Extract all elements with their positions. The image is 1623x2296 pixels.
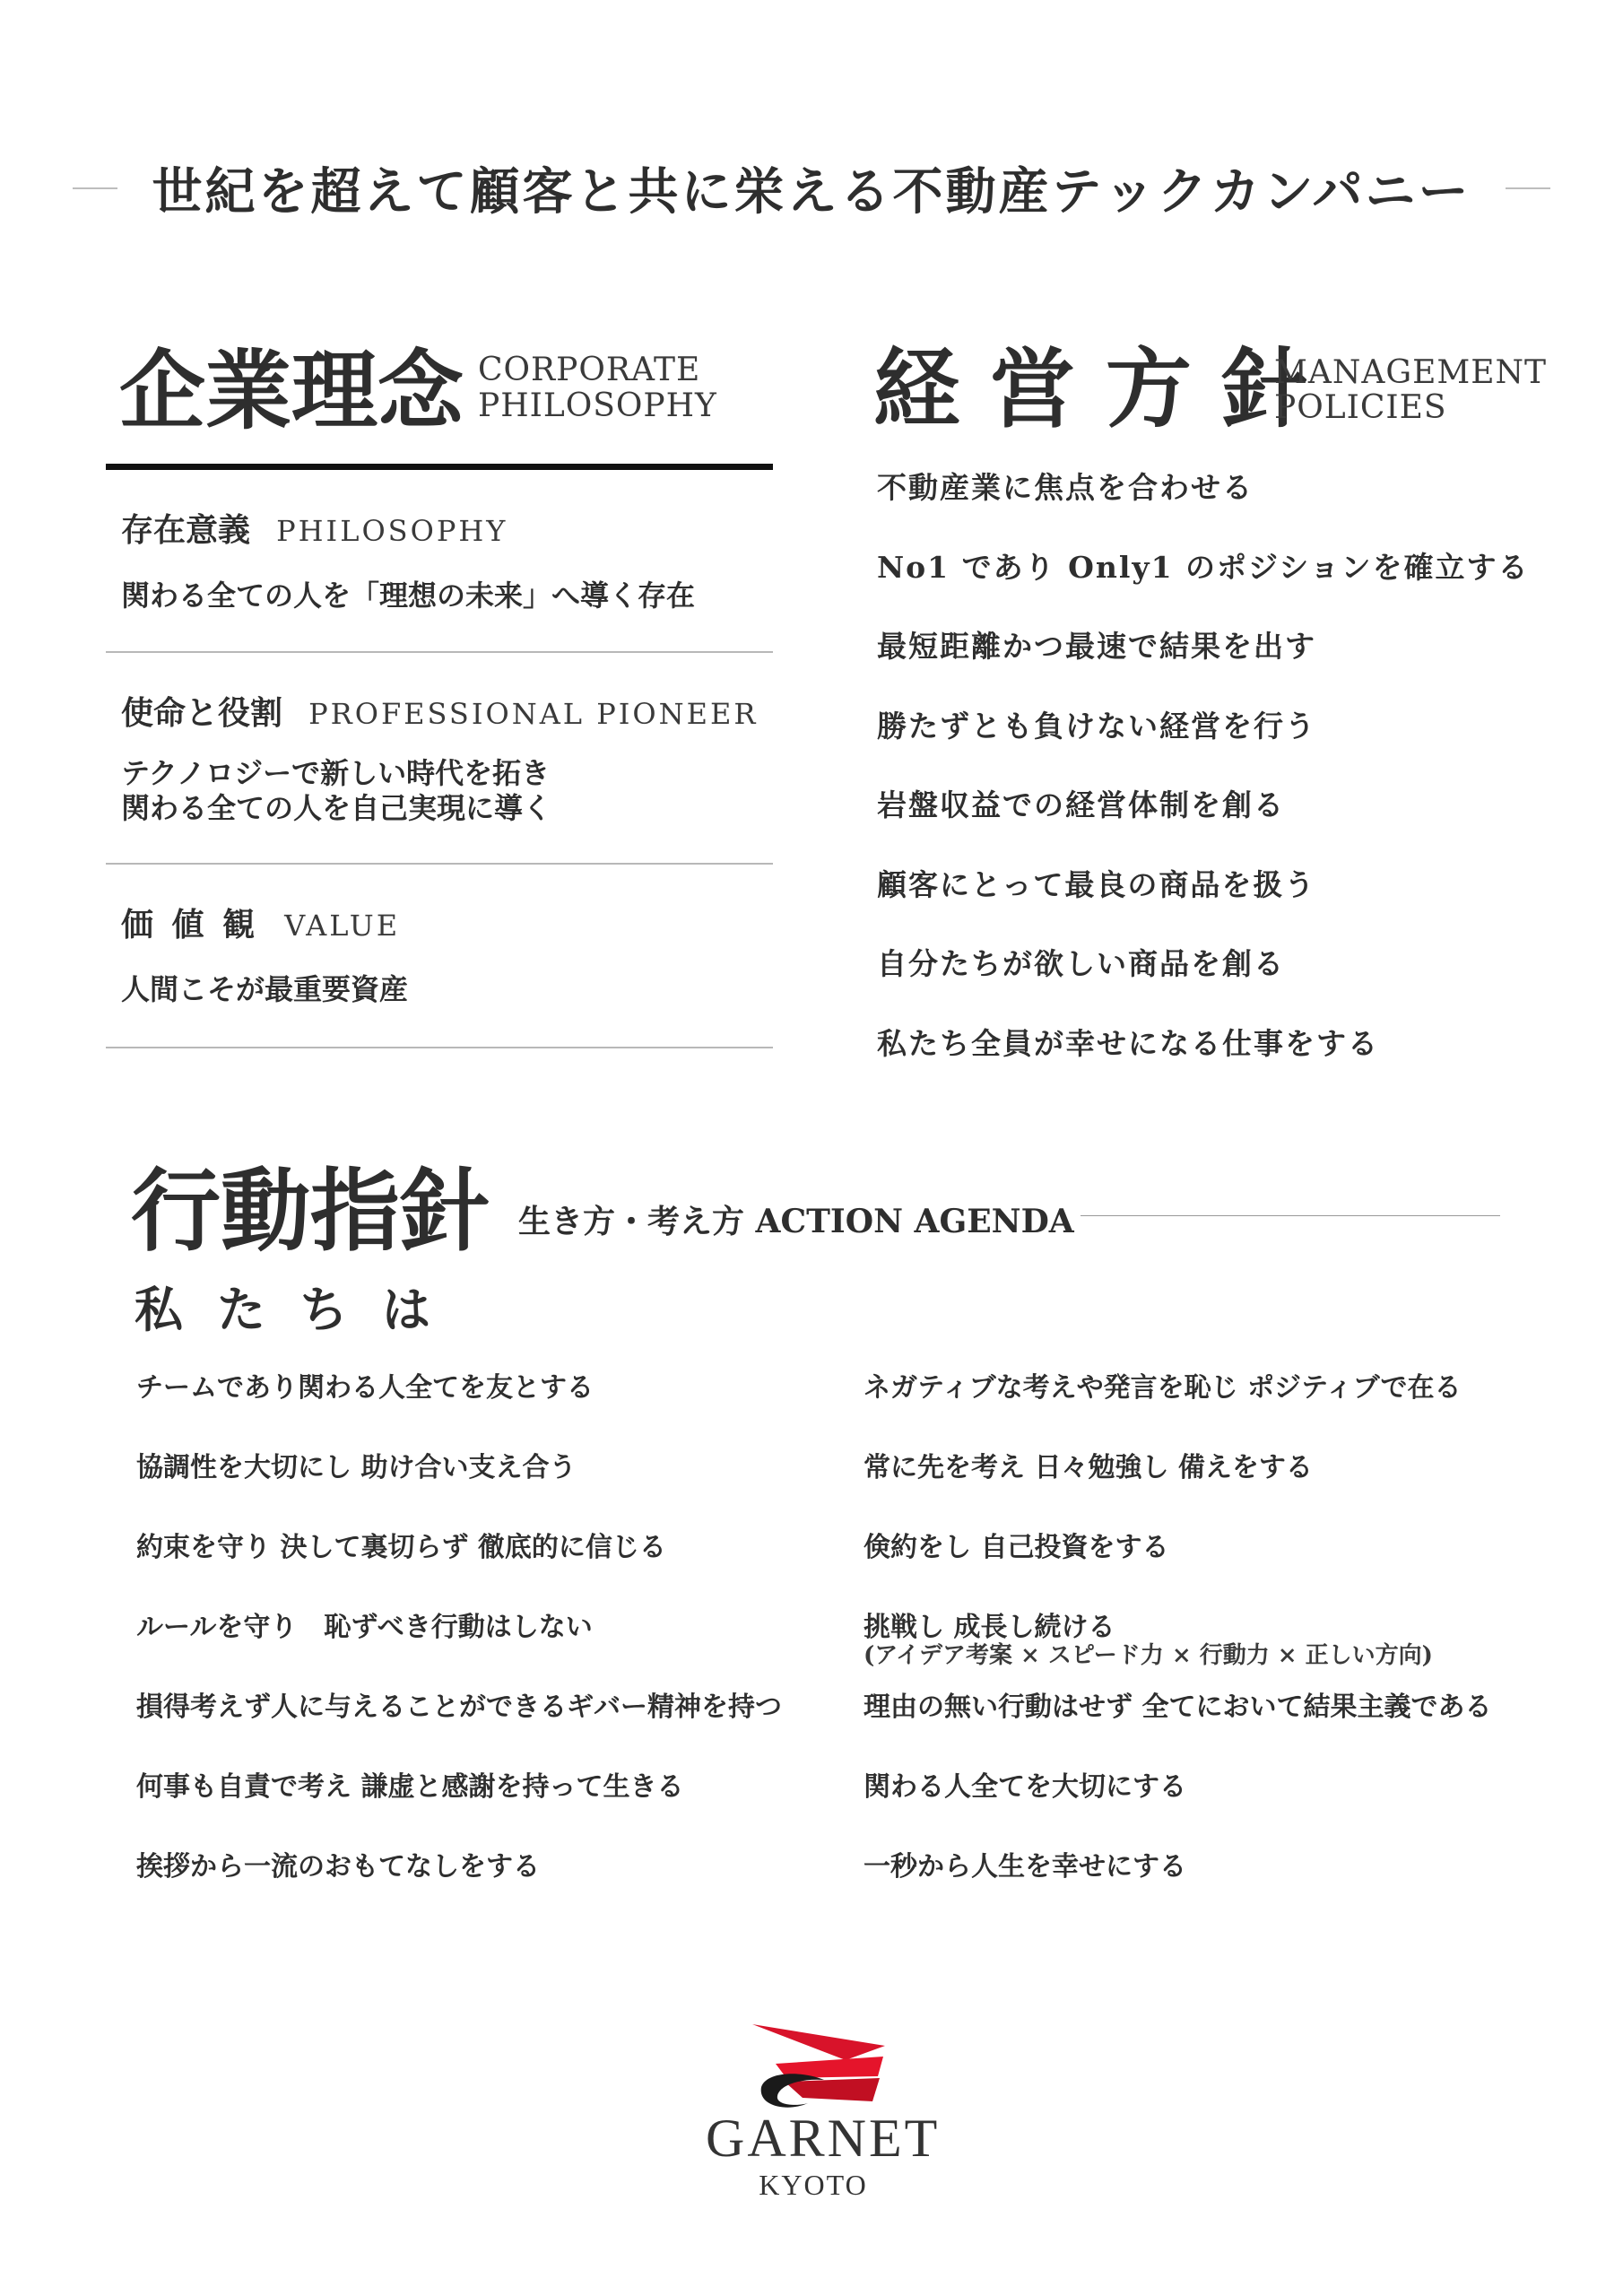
logo-sub: KYOTO — [759, 2169, 868, 2201]
philosophy-label-jp: 存在意義 — [121, 511, 251, 549]
action-right-3: 倹約をし 自己投資をする — [864, 1532, 1169, 1563]
management-title-jp: 経 営 方 針 — [873, 338, 1308, 439]
tagline-row — [0, 144, 1623, 233]
policy-item-2: No1 であり Only1 のポジションを確立する — [877, 550, 1530, 585]
mission-heading — [121, 688, 758, 734]
corporate-title-jp: 企業理念 — [119, 340, 464, 441]
value-label-jp: 価 値 観 — [121, 906, 259, 944]
logo-name: GARNET — [706, 2109, 941, 2168]
action-left-5: 損得考えず人に与えることができるギバー精神を持つ — [136, 1692, 782, 1723]
action-left-4: ルールを守り 恥ずべき行動はしない — [136, 1612, 593, 1643]
policy-item-3: 最短距離かつ最速で結果を出す — [877, 629, 1316, 664]
philosophy-heading — [121, 505, 508, 551]
action-title-jp: 行動指針 — [131, 1158, 490, 1264]
management-title-en-1: MANAGEMENT — [1274, 354, 1548, 391]
mission-label-jp: 使命と役割 — [121, 694, 283, 732]
action-left-2: 協調性を大切にし 助け合い支え合う — [136, 1452, 577, 1483]
action-subtitle: 生き方・考え方 ACTION AGENDA — [518, 1203, 1074, 1240]
policy-item-7: 自分たちが欲しい商品を創る — [877, 946, 1285, 981]
action-right-6: 関わる人全てを大切にする — [864, 1771, 1186, 1803]
action-right-1: ネガティブな考えや発言を恥じ ポジティブで在る — [864, 1372, 1462, 1404]
mission-label-en: PROFESSIONAL PIONEER — [308, 697, 759, 731]
corporate-title-en-1: CORPORATE — [478, 352, 701, 388]
value-rule — [106, 1047, 773, 1048]
mission-text-1: テクノロジーで新しい時代を拓き — [121, 756, 551, 790]
action-left-6: 何事も自責で考え 謙虚と感謝を持って生きる — [136, 1771, 684, 1803]
management-title-en-2: POLICIES — [1274, 389, 1447, 426]
action-left-1: チームであり関わる人全てを友とする — [136, 1372, 594, 1404]
policy-item-4: 勝たずとも負けない経営を行う — [877, 709, 1316, 744]
value-text: 人間こそが最重要資産 — [121, 972, 409, 1006]
mission-rule — [106, 863, 773, 865]
action-left-7: 挨拶から一流のおもてなしをする — [136, 1851, 540, 1883]
action-right-5: 理由の無い行動はせず 全てにおいて結果主義である — [864, 1692, 1492, 1723]
tagline: 世紀を超えて顧客と共に栄える不動産テックカンパニー — [152, 162, 1471, 222]
philosophy-label-en: PHILOSOPHY — [276, 514, 508, 548]
action-right-4-note: (アイデア考案 × スピード力 × 行動力 × 正しい方向) — [864, 1642, 1433, 1669]
philosophy-rule — [106, 651, 773, 653]
tagline-dash-right — [1506, 187, 1550, 189]
value-heading — [121, 900, 400, 945]
action-left-3: 約束を守り 決して裏切らず 徹底的に信じる — [136, 1532, 666, 1563]
tagline-dash-left — [73, 187, 117, 189]
action-right-4: 挑戦し 成長し続ける — [864, 1612, 1115, 1643]
action-title-rule — [1081, 1215, 1500, 1216]
policy-item-8: 私たち全員が幸せになる仕事をする — [877, 1026, 1379, 1061]
mission-text-2: 関わる全ての人を自己実現に導く — [121, 791, 552, 825]
action-we-label: 私たちは — [135, 1281, 464, 1338]
corporate-divider — [106, 464, 773, 470]
action-right-7: 一秒から人生を幸せにする — [864, 1851, 1186, 1883]
action-right-2: 常に先を考え 日々勉強し 備えをする — [864, 1452, 1313, 1483]
policy-item-1: 不動産業に焦点を合わせる — [877, 470, 1254, 505]
corporate-title-en-2: PHILOSOPHY — [478, 387, 717, 424]
policy-item-5: 岩盤収益での経営体制を創る — [877, 787, 1285, 822]
policy-item-6: 顧客にとって最良の商品を扱う — [877, 867, 1316, 902]
value-label-en: VALUE — [284, 909, 401, 943]
garnet-logo-icon — [749, 2022, 892, 2112]
philosophy-text: 関わる全ての人を「理想の未来」へ導く存在 — [121, 578, 696, 613]
